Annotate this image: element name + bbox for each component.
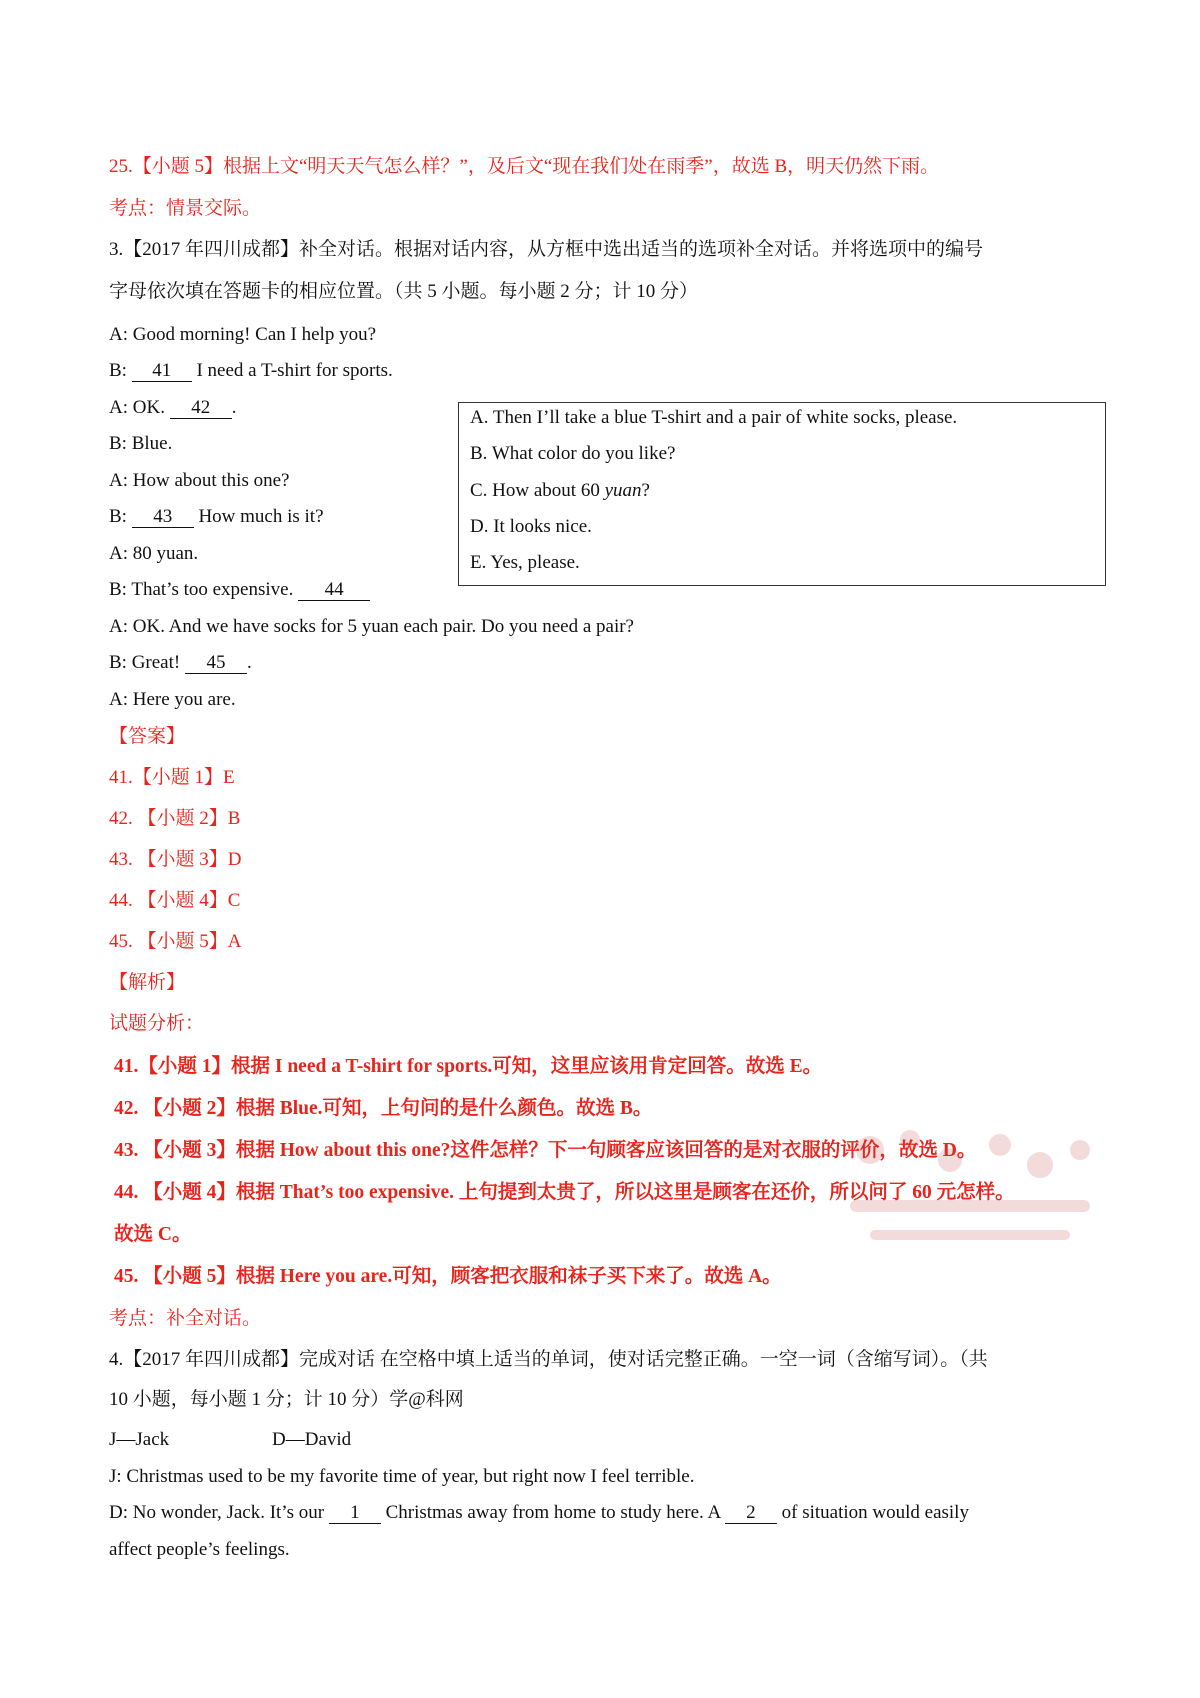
- q4-dialogue-line-3: affect people’s feelings.: [109, 1539, 290, 1560]
- dialogue-line-6: [109, 505, 324, 529]
- kaodian-1: 考点：情景交际。: [109, 198, 262, 219]
- dialogue-line-4: B: Blue.: [109, 433, 173, 454]
- dialogue-line-10: [109, 651, 252, 675]
- blank-41: 41: [132, 361, 192, 382]
- dialogue-text: .: [231, 397, 237, 418]
- blank-44: 44: [298, 580, 370, 601]
- options-box: [458, 402, 1106, 586]
- dialogue-line-2: [109, 359, 393, 383]
- answer-44: 44. 【小题 4】C: [109, 890, 241, 911]
- q3-header-line1: 3.【2017 年四川成都】补全对话。根据对话内容，从方框中选出适当的选项补全对话。并将选项中的编号: [109, 239, 984, 260]
- answer-42: 42. 【小题 2】B: [109, 808, 241, 829]
- analysis-44-line2: 故选 C。: [114, 1224, 192, 1245]
- answer-43: 43. 【小题 3】D: [109, 849, 242, 870]
- dialogue-text: Christmas away from home to study here. A: [385, 1502, 725, 1523]
- dialogue-text: B:: [109, 506, 132, 527]
- analysis-45: 45. 【小题 5】根据 Here you are.可知，顾客把衣服和袜子买下来了。故选 A。: [114, 1266, 782, 1287]
- q4-speaker-d: D—David: [272, 1429, 352, 1450]
- dialogue-line-8: [109, 578, 370, 602]
- blank-42: 42: [170, 398, 232, 419]
- q4-dialogue-line-2: [109, 1501, 969, 1525]
- dialogue-line-5: A: How about this one?: [109, 470, 290, 491]
- dialogue-line-7: A: 80 yuan.: [109, 543, 199, 564]
- answer-41: 41.【小题 1】E: [109, 767, 235, 788]
- analysis-41: 41.【小题 1】根据 I need a T-shirt for sports.可知，这里应该用肯定回答。故选 E。: [114, 1056, 823, 1077]
- blank-2: 2: [725, 1503, 777, 1524]
- kaodian-2: 考点：补全对话。: [109, 1308, 262, 1329]
- q4-header-line1: 4.【2017 年四川成都】完成对话 在空格中填上适当的单词，使对话完整正确。一空一词（含缩写词）。（共: [109, 1349, 988, 1370]
- blank-1: 1: [329, 1503, 381, 1524]
- option-d: D. It looks nice.: [470, 516, 592, 537]
- q25-explanation: 25.【小题 5】根据上文“明天天气怎么样？”，及后文“现在我们处在雨季”，故选 B，明天仍然下雨。: [109, 156, 940, 177]
- dialogue-text: I need a T-shirt for sports.: [196, 360, 393, 381]
- dialogue-text: A: OK.: [109, 397, 170, 418]
- analysis-44-line1: 44. 【小题 4】根据 That’s too expensive. 上句提到太贵了，所以这里是顾客在还价，所以问了 60 元怎样。: [114, 1182, 1015, 1203]
- dialogue-text: .: [246, 652, 252, 673]
- analysis-42: 42. 【小题 2】根据 Blue.可知，上句问的是什么颜色。故选 B。: [114, 1098, 653, 1119]
- dialogue-text: B: Great!: [109, 652, 185, 673]
- dialogue-line-3: [109, 396, 236, 420]
- dialogue-text: of situation would easily: [781, 1502, 969, 1523]
- answer-heading: 【答案】: [109, 726, 186, 747]
- blank-43: 43: [132, 507, 194, 528]
- dialogue-line-11: A: Here you are.: [109, 689, 236, 710]
- option-c-text: ?: [641, 480, 650, 501]
- option-a: A. Then I’ll take a blue T-shirt and a pair of white socks, please.: [470, 407, 958, 428]
- dialogue-text: How much is it?: [198, 506, 324, 527]
- analysis-heading: 【解析】: [109, 972, 186, 993]
- dialogue-text: B: That’s too expensive.: [109, 579, 299, 600]
- q4-header-line2: 10 小题，每小题 1 分；计 10 分）学@科网: [109, 1389, 464, 1410]
- option-c: [470, 479, 650, 503]
- dialogue-line-1: A: Good morning! Can I help you?: [109, 324, 377, 345]
- q4-speaker-j: J—Jack: [109, 1429, 170, 1450]
- option-c-italic: yuan: [604, 480, 642, 501]
- analysis-subheading: 试题分析：: [109, 1013, 205, 1034]
- analysis-43: 43. 【小题 3】根据 How about this one?这件怎样？下一句顾客应该回答的是对衣服的评价，故选 D。: [114, 1140, 977, 1161]
- dialogue-text: D: No wonder, Jack. It’s our: [109, 1502, 329, 1523]
- option-c-text: C. How about 60: [470, 480, 605, 501]
- option-b: B. What color do you like?: [470, 443, 676, 464]
- answer-45: 45. 【小题 5】A: [109, 931, 242, 952]
- q3-header-line2: 字母依次填在答题卡的相应位置。（共 5 小题。每小题 2 分；计 10 分）: [109, 281, 699, 302]
- dialogue-text: B:: [109, 360, 132, 381]
- option-e: E. Yes, please.: [470, 552, 580, 573]
- q4-dialogue-line-1: J: Christmas used to be my favorite time of year, but right now I feel terrible.: [109, 1466, 695, 1487]
- blank-45: 45: [185, 653, 247, 674]
- dialogue-line-9: A: OK. And we have socks for 5 yuan each pair. Do you need a pair?: [109, 616, 634, 637]
